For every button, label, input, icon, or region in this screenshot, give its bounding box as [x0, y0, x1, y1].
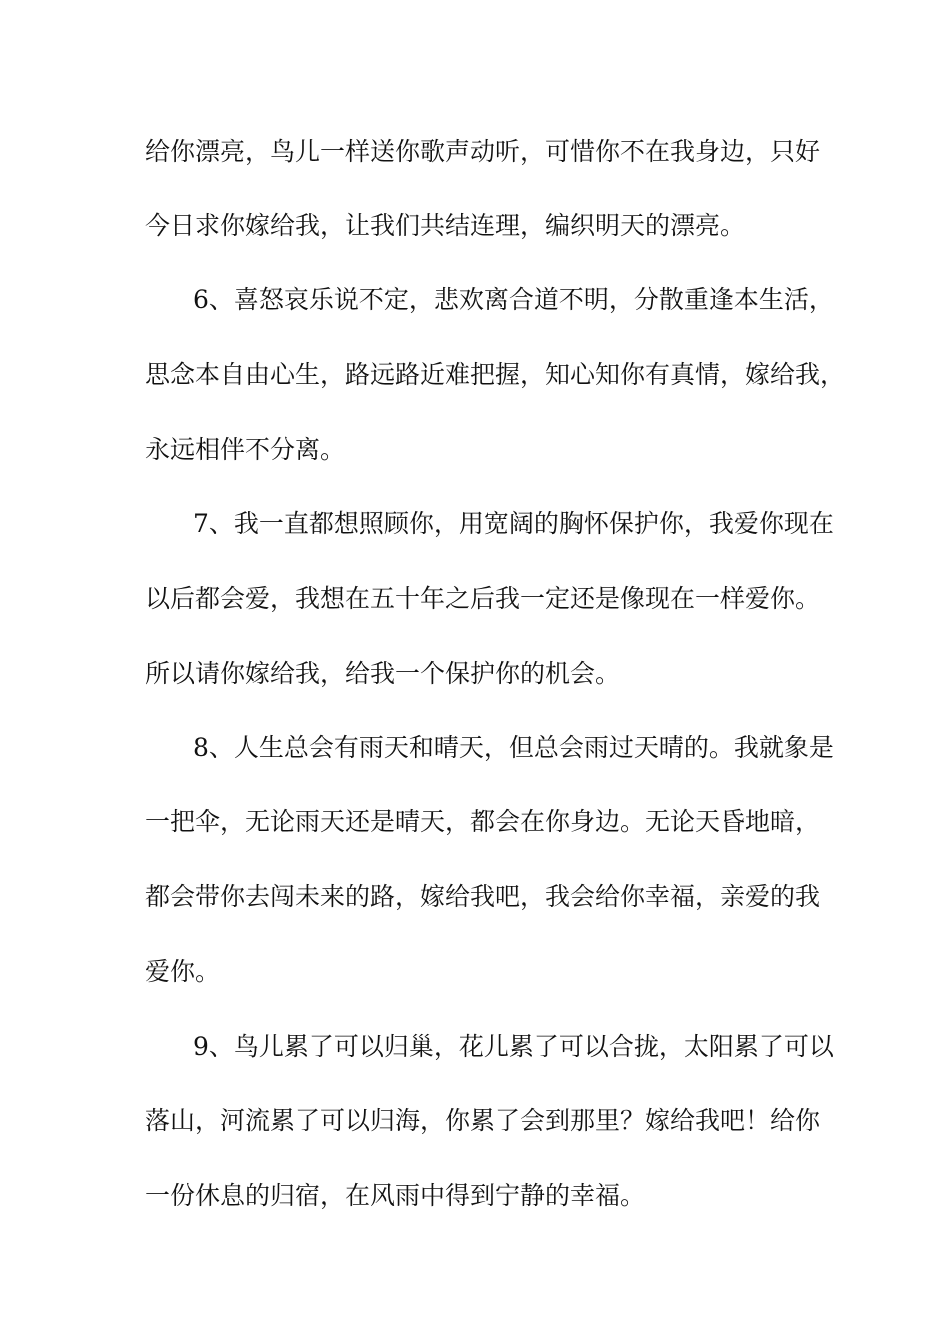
text-line: 落山，河流累了可以归海，你累了会到那里？嫁给我吧！给你 [145, 1106, 821, 1135]
text-line: 一份休息的归宿，在风雨中得到宁静的幸福。 [145, 1181, 646, 1210]
text-line: 给你漂亮，鸟儿一样送你歌声动听，可惜你不在我身边，只好 [145, 137, 821, 166]
text-line: 以后都会爱，我想在五十年之后我一定还是像现在一样爱你。 [145, 584, 821, 613]
text-line: 爱你。 [145, 957, 221, 986]
text-line: 所以请你嫁给我，给我一个保护你的机会。 [145, 659, 621, 688]
text-line: 思念本自由心生，路远路近难把握，知心知你有真情，嫁给我， [145, 360, 846, 389]
text-line: 永远相伴不分离。 [145, 435, 346, 464]
paragraph-6-start: 6、喜怒哀乐说不定，悲欢离合道不明，分散重逢本生活， [193, 285, 834, 314]
text-line: 一把伞，无论雨天还是晴天，都会在你身边。无论天昏地暗， [145, 807, 821, 836]
text-line: 都会带你去闯未来的路，嫁给我吧，我会给你幸福，亲爱的我 [145, 882, 821, 911]
text-line: 今日求你嫁给我，让我们共结连理，编织明天的漂亮。 [145, 211, 746, 240]
paragraph-8-start: 8、人生总会有雨天和晴天，但总会雨过天晴的。我就象是 [193, 733, 834, 762]
paragraph-9-start: 9、鸟儿累了可以归巢，花儿累了可以合拢，太阳累了可以 [193, 1032, 834, 1061]
paragraph-7-start: 7、我一直都想照顾你，用宽阔的胸怀保护你，我爱你现在 [193, 509, 834, 538]
